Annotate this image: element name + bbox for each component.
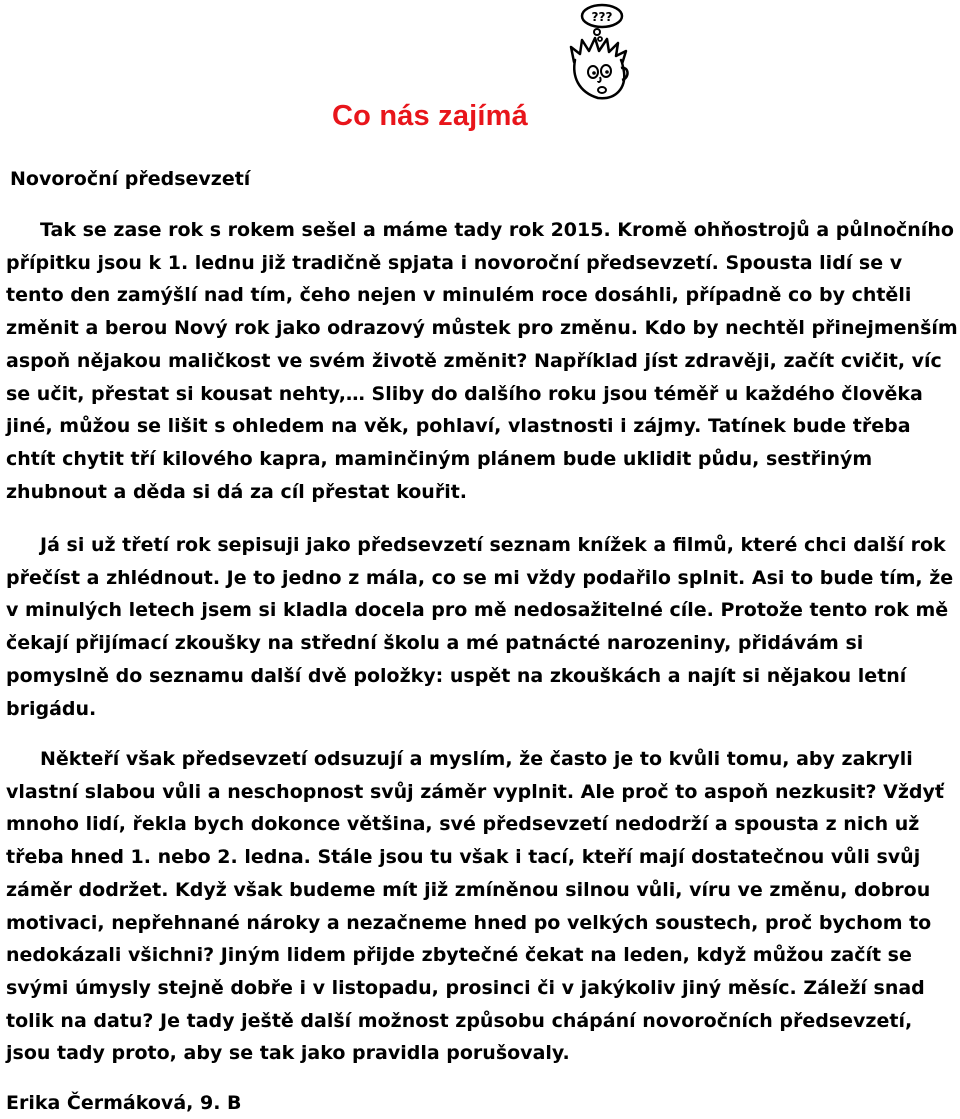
paragraph-3-text: Někteří však předsevzetí odsuzují a myslím, že často je to kvůli tomu, aby zakryli vlastní slabou vůli a neschopnost svůj záměr vyplnit. Ale proč to aspoň nezkusit? Vždyť mnoho lidí, řekla bych dokonce většina, své předsevzetí nedodrží a spousta z nich už třeba hned 1. nebo 2. ledna. Stále jsou tu však i tací, kteří mají dostatečnou vůli svůj záměr dodržet. Když však budeme mít již zmíněnou silnou vůli, víru ve změnu, dobrou motivaci, nepřehnané nároky a nezačneme hned po velkých soustech, proč bychom to nedokázali všichni? Jiným lidem přijde zbytečné čekat na leden, když můžou začít se svými úmysly stejně dobře i v listopadu, prosinci či v jakýkoliv jiný měsíc. Záleží snad tolik na datu? Je tady ještě další možnost způsobu chápání novoročních předsevzetí, jsou tady proto, aby se tak jako pravidla porušovaly.: [6, 748, 944, 1065]
author-signature: Erika Čermáková, 9. B: [6, 1092, 242, 1114]
paragraph-2-text: Já si už třetí rok sepisuji jako předsevzetí seznam knížek a filmů, které chci další rok přečíst a zhlédnout. Je to jedno z mála, co se mi vždy podařilo splnit. Asi to bude tím, že v minulých letech jsem si kladla docela pro mě nedosažitelné cíle. Protože tento rok mě čekají přijímací zkoušky na střední školu a mé patnácté narozeniny, přidávám si pomyslně do seznamu další dvě položky: uspět na zkouškách a najít si nějakou letní brigádu.: [6, 534, 954, 720]
thought-bubble-text: ???: [591, 10, 613, 24]
thinking-boy-illustration: [560, 2, 640, 102]
paragraph-1: [6, 214, 958, 508]
paragraph-3: [6, 743, 958, 1070]
page-title: Co nás zajímá: [332, 100, 528, 132]
article-subtitle: Novoroční předsevzetí: [10, 168, 251, 190]
paragraph-2: [6, 529, 958, 725]
paragraph-1-text: Tak se zase rok s rokem sešel a máme tady rok 2015. Kromě ohňostrojů a půlnočního přípitku jsou k 1. lednu již tradičně spjata i novoroční předsevzetí. Spousta lidí se v tento den zamýšlí nad tím, čeho nejen v minulém roce dosáhli, případně co by chtěli změnit a berou Nový rok jako odrazový můstek pro změnu. Kdo by nechtěl přinejmenším aspoň nějakou maličkost ve svém životě změnit? Například jíst zdravěji, začít cvičit, víc se učit, přestat si kousat nehty,… Sliby do dalšího roku jsou téměř u každého člověka jiné, můžou se lišit s ohledem na věk, pohlaví, vlastnosti i zájmy. Tatínek bude třeba chtít chytit tří kilového kapra, maminčiným plánem bude uklidit půdu, sestřiným zhubnout a děda si dá za cíl přestat kouřit.: [6, 219, 958, 503]
